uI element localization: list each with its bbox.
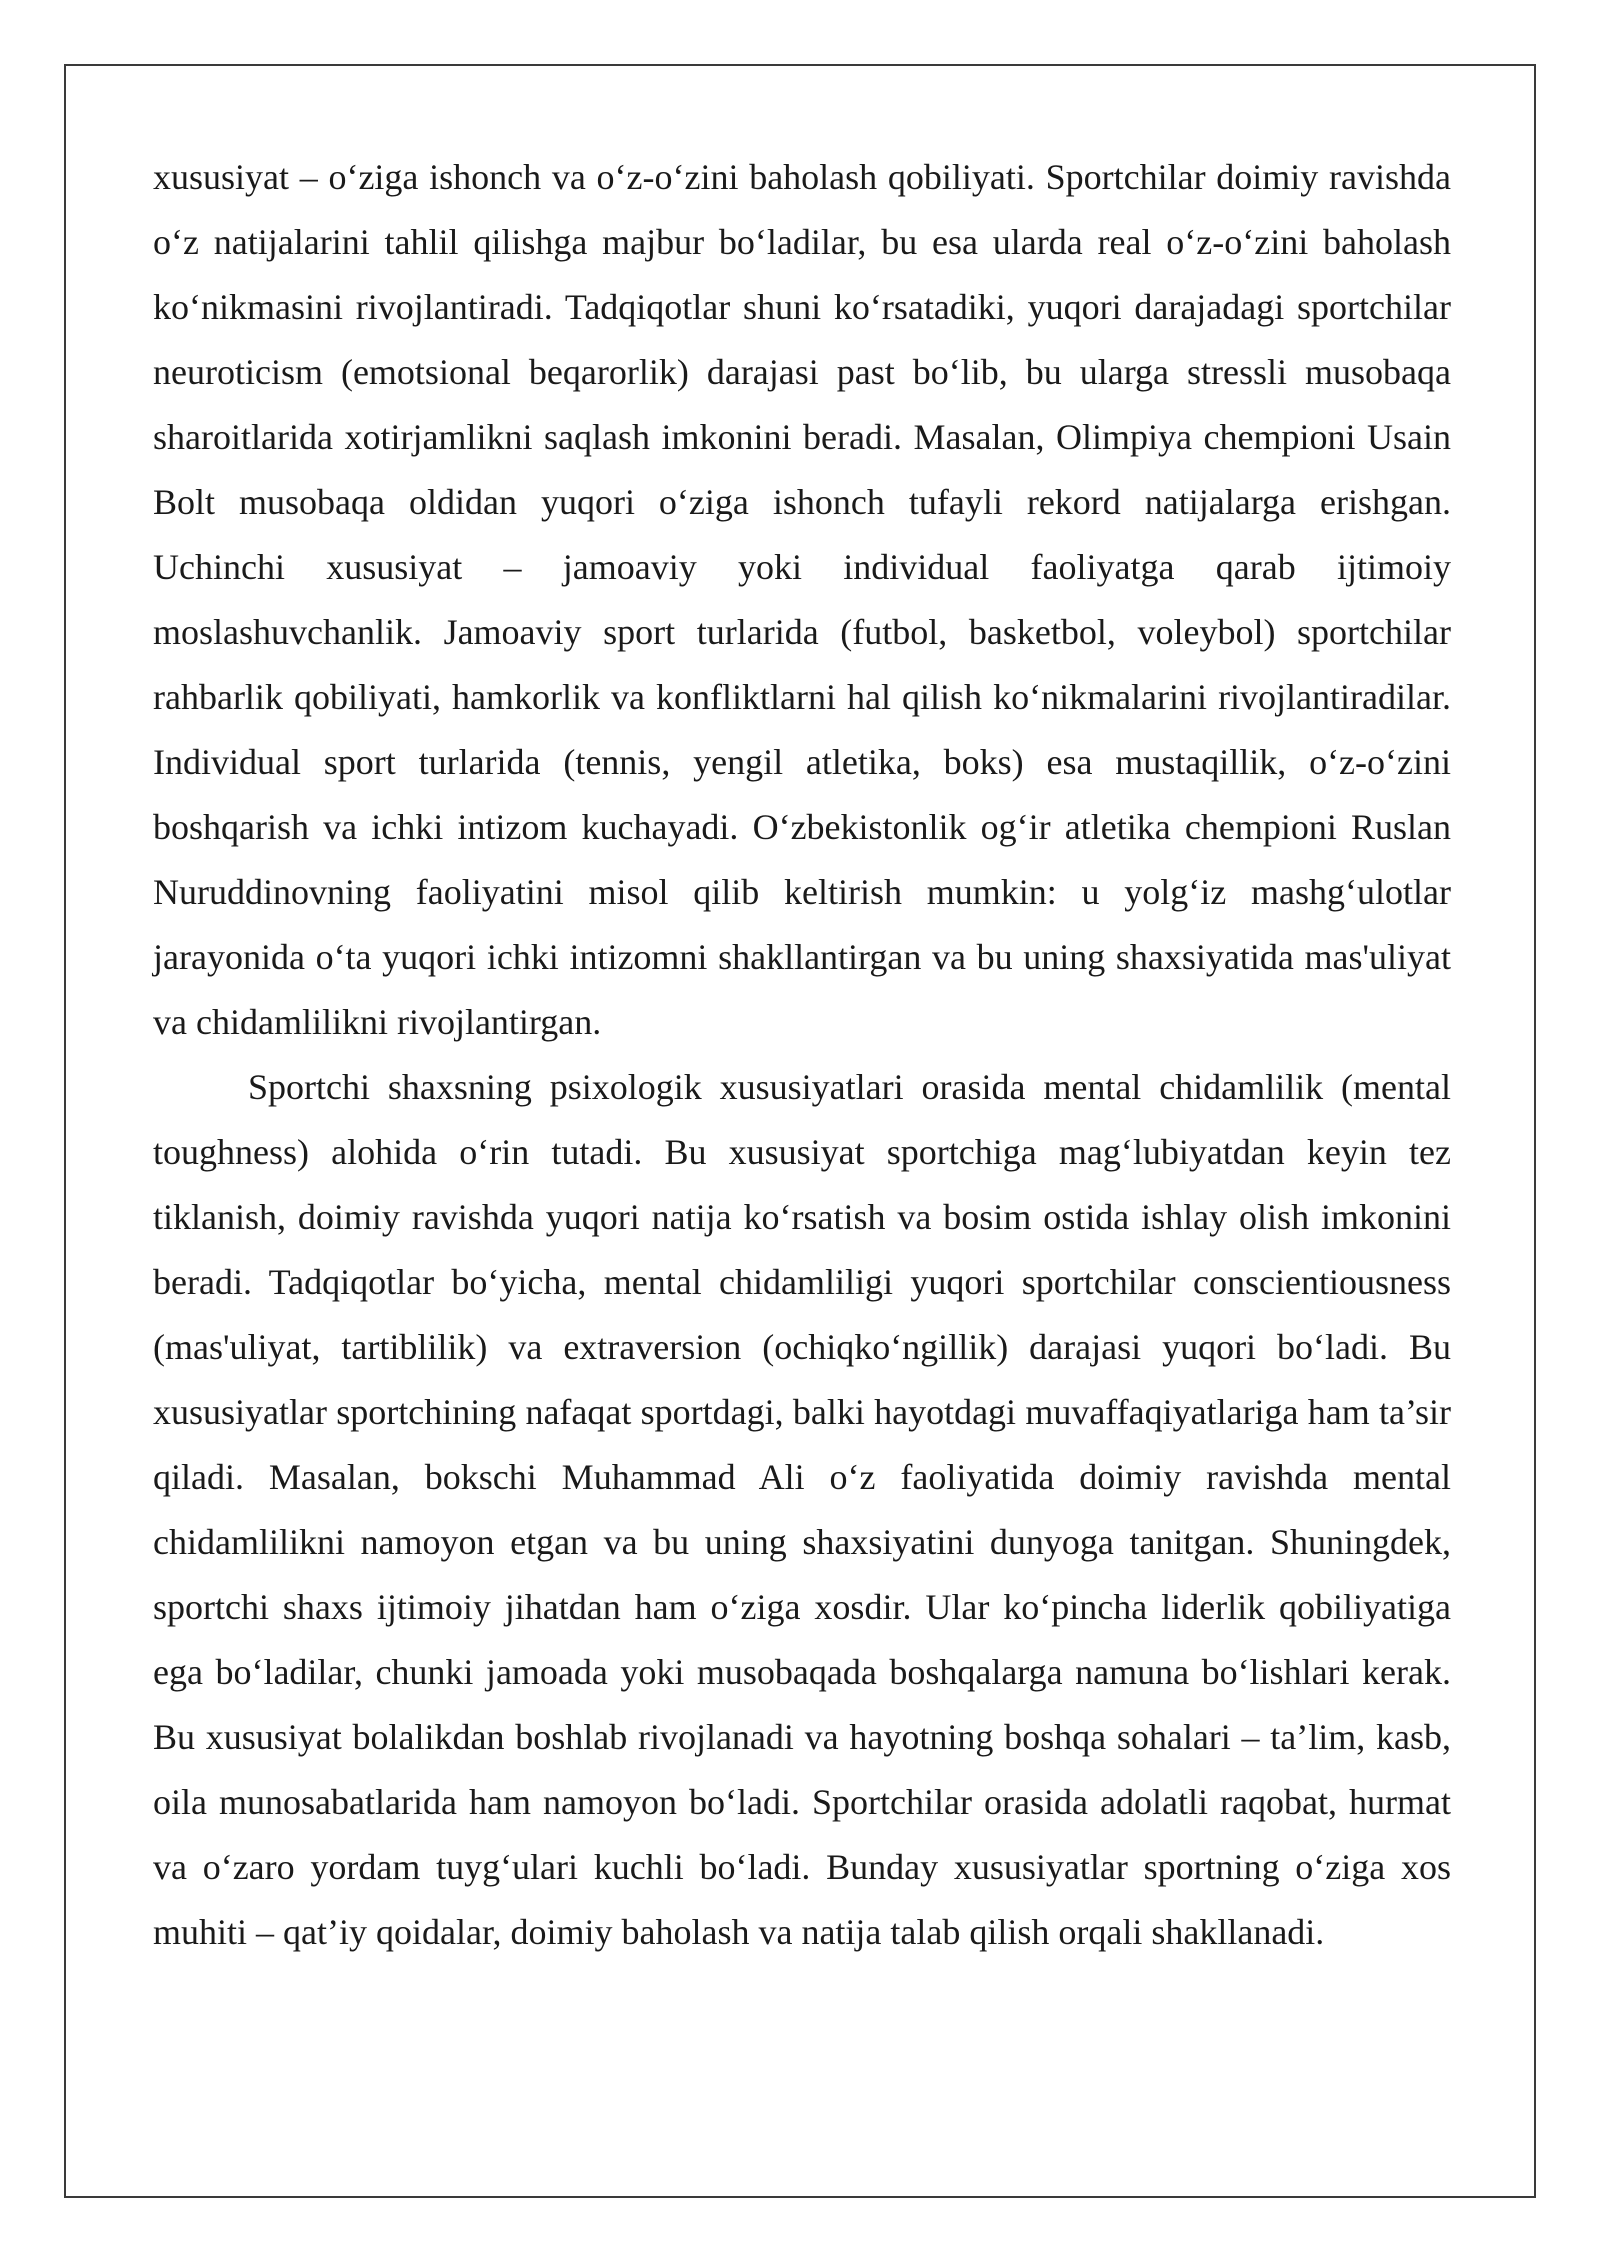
paragraph: Sportchi shaxsning psixologik xususiyatlari orasida mental chidamlilik (mental toughness) alohida o‘rin tutadi. Bu xususiyat sportchiga mag‘lubiyatdan keyin tez tiklanish, doimiy ravishda yuqori natija ko‘rsatish va bosim ostida ishlay olish imkonini beradi. Tadqiqotlar bo‘yicha, mental chidamliligi yuqori sportchilar conscientiousness (mas'uliyat, tartiblilik) va extraversion (ochiqko‘ngillik) darajasi yuqori bo‘ladi. Bu xususiyatlar sportchining nafaqat sportdagi, balki hayotdagi muvaffaqiyatlariga ham ta’sir qiladi. Masalan, bokschi Muhammad Ali o‘z faoliyatida doimiy ravishda mental chidamlilikni namoyon etgan va bu uning shaxsiyatini dunyoga tanitgan. Shuningdek, sportchi shaxs ijtimoiy jihatdan ham o‘ziga xosdir. Ular ko‘pincha liderlik qobiliyatiga ega bo‘ladilar, chunki jamoada yoki musobaqada boshqalarga namuna bo‘lishlari kerak. Bu xususiyat bolalikdan boshlab rivojlanadi va hayotning boshqa sohalari – ta’lim, kasb, oila munosabatlarida ham namoyon bo‘ladi. Sportchilar orasida adolatli raqobat, hurmat va o‘zaro yordam tuyg‘ulari kuchli bo‘ladi. Bunday xususiyatlar sportning o‘ziga xos muhiti – qat’iy qoidalar, doimiy baholash va natija talab qilish orqali shakllanadi.	[153, 1067, 1451, 1952]
document-body	[153, 145, 1451, 1965]
paragraph: xususiyat – o‘ziga ishonch va o‘z-o‘zini baholash qobiliyati. Sportchilar doimiy ravishda o‘z natijalarini tahlil qilishga majbur bo‘ladilar, bu esa ularda real o‘z-o‘zini baholash ko‘nikmasini rivojlantiradi. Tadqiqotlar shuni ko‘rsatadiki, yuqori darajadagi sportchilar neuroticism (emotsional beqarorlik) darajasi past bo‘lib, bu ularga stressli musobaqa sharoitlarida xotirjamlikni saqlash imkonini beradi. Masalan, Olimpiya chempioni Usain Bolt musobaqa oldidan yuqori o‘ziga ishonch tufayli rekord natijalarga erishgan. Uchinchi xususiyat – jamoaviy yoki individual faoliyatga qarab ijtimoiy moslashuvchanlik. Jamoaviy sport turlarida (futbol, basketbol, voleybol) sportchilar rahbarlik qobiliyati, hamkorlik va konfliktlarni hal qilish ko‘nikmalarini rivojlantiradilar. Individual sport turlarida (tennis, yengil atletika, boks) esa mustaqillik, o‘z-o‘zini boshqarish va ichki intizom kuchayadi. O‘zbekistonlik og‘ir atletika chempioni Ruslan Nuruddinovning faoliyatini misol qilib keltirish mumkin: u yolg‘iz mashg‘ulotlar jarayonida o‘ta yuqori ichki intizomni shakllantirgan va bu uning shaxsiyatida mas'uliyat va chidamlilikni rivojlantirgan.	[153, 157, 1451, 1042]
